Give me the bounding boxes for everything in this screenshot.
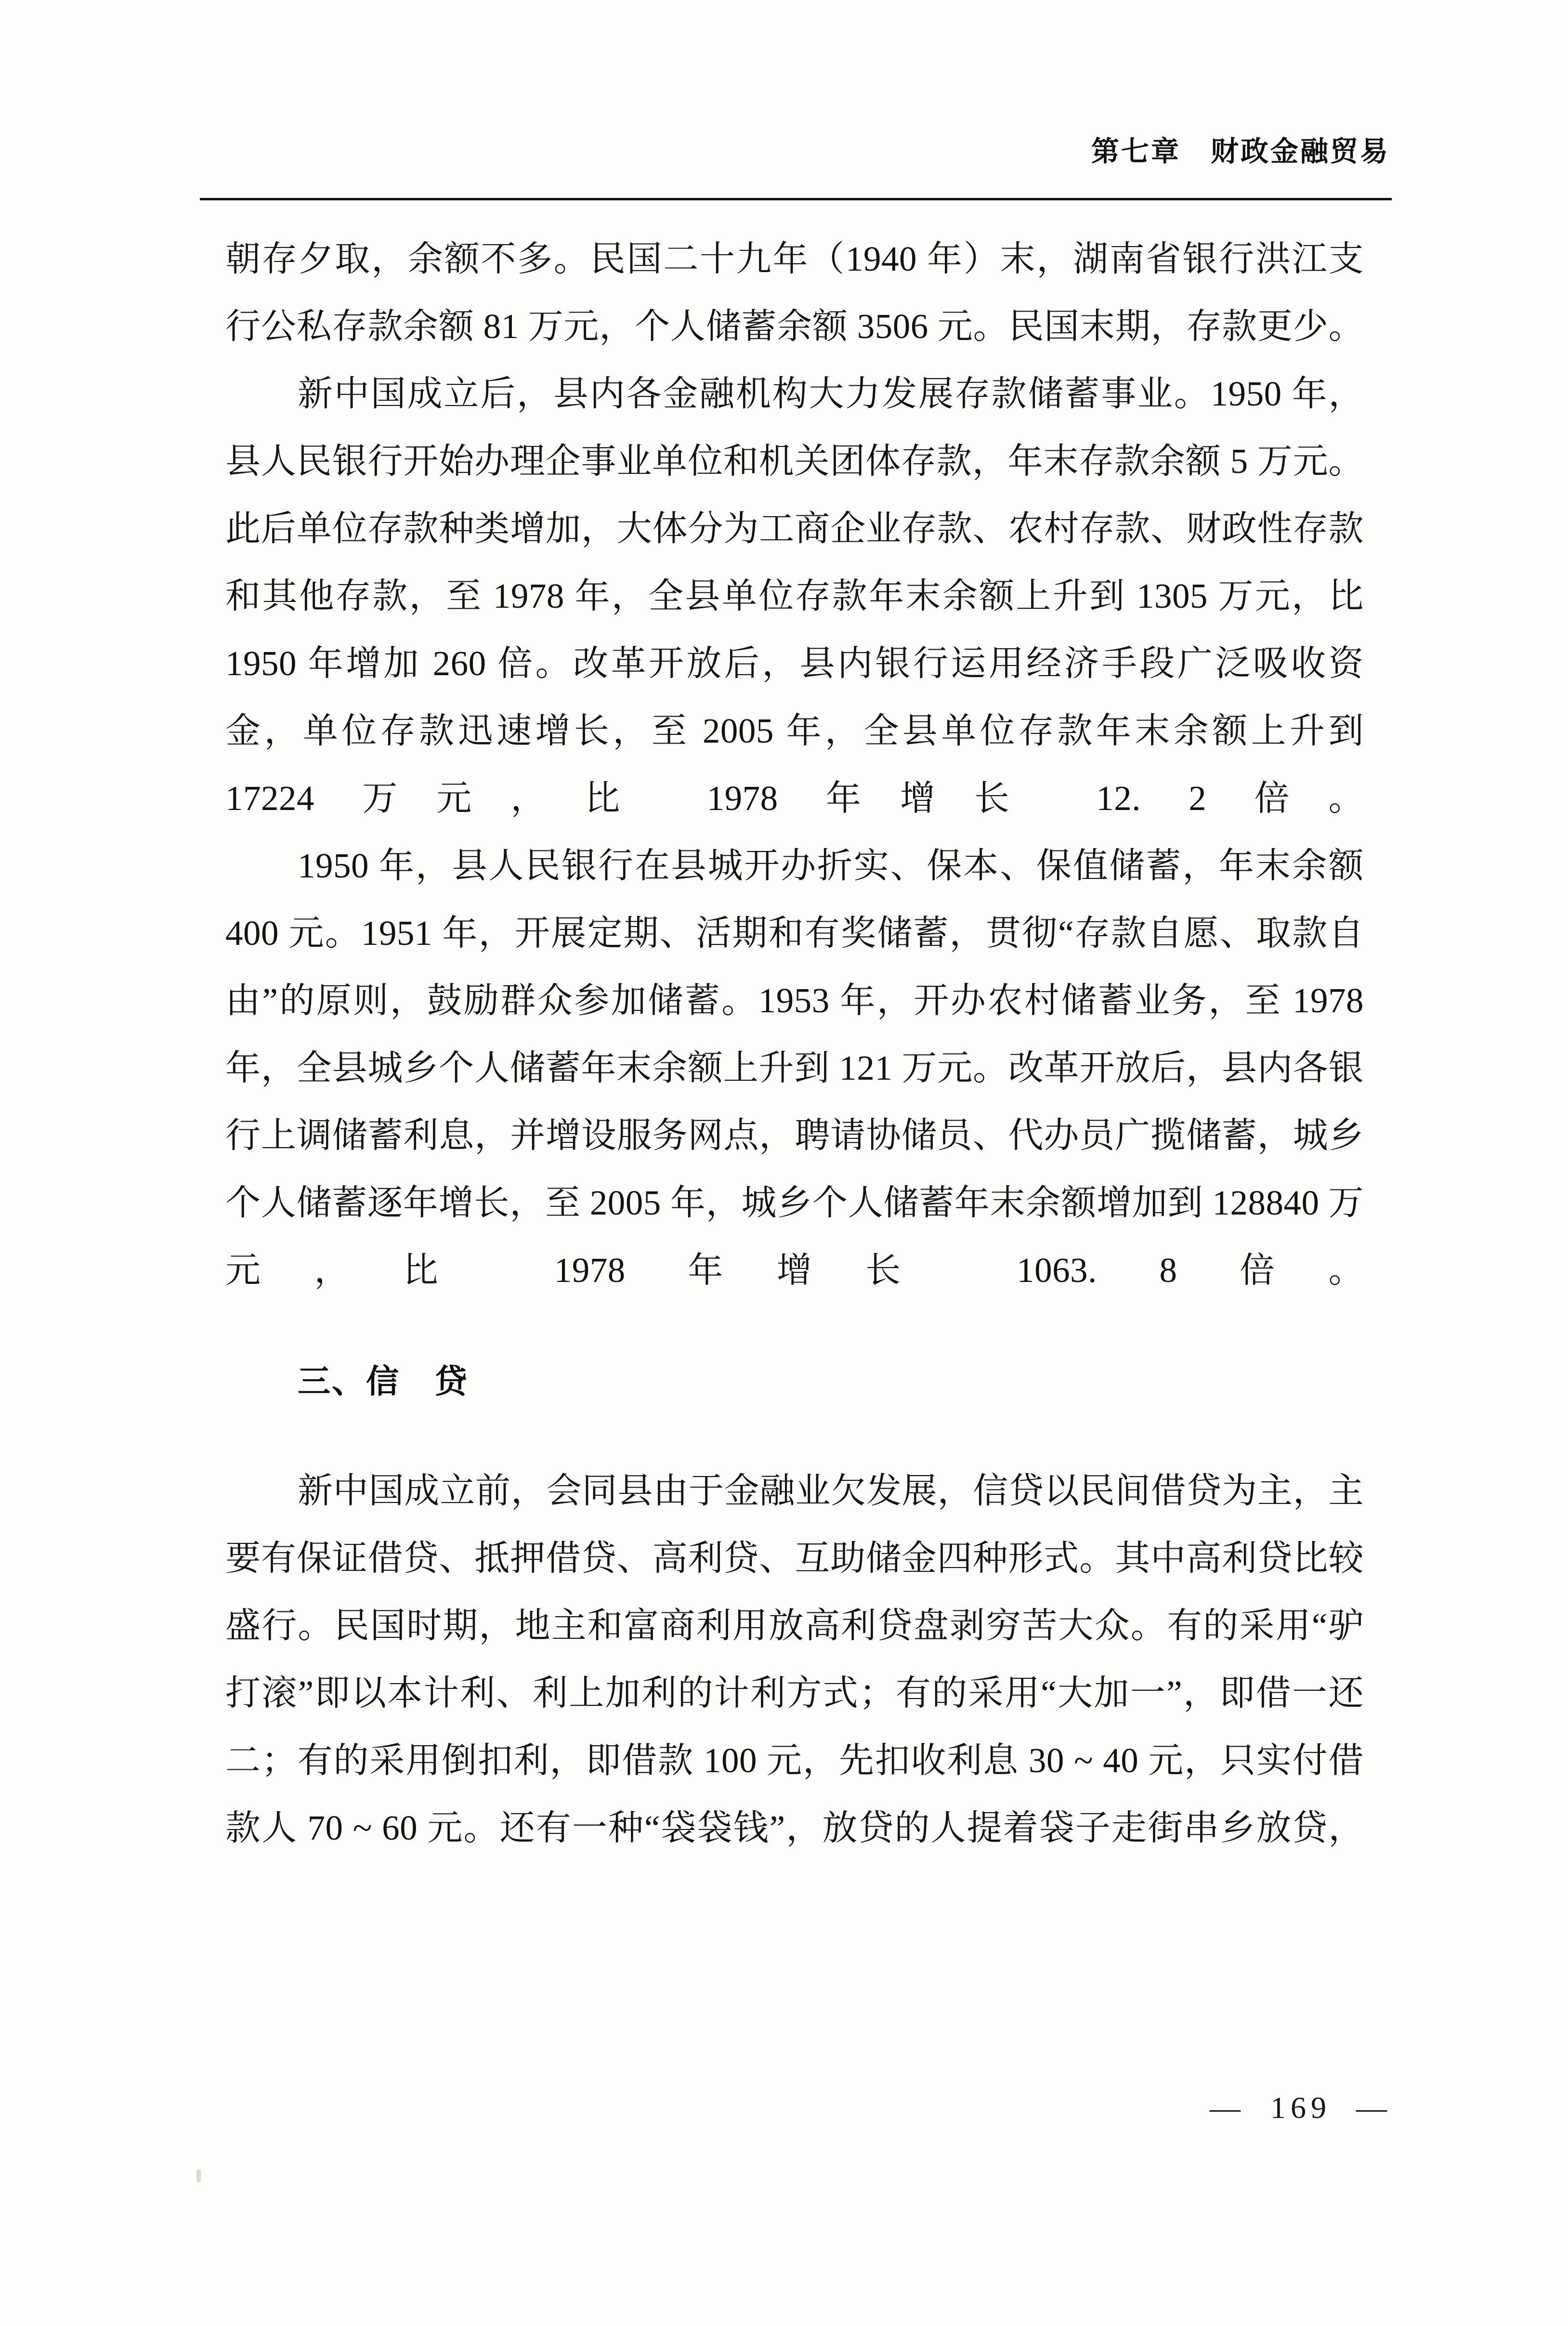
scan-artifact xyxy=(196,2169,201,2182)
page-body xyxy=(225,225,1364,1862)
paragraph: 1950 年，县人民银行在县城开办折实、保本、保值储蓄，年末余额 400 元。1951 年，开展定期、活期和有奖储蓄，贯彻“存款自愿、取款自由”的原则，鼓励群众参加储蓄。1953 年，开办农村储蓄业务，至 1978 年，全县城乡个人储蓄年末余额上升到 121 万元。改革开放后，县内各银行上调储蓄利息，并增设服务网点，聘请协储员、代办员广揽储蓄，城乡个人储蓄逐年增长，至 2005 年，城乡个人储蓄年末余额增加到 128840 万元，比 1978 年增长 1063. 8 倍。 xyxy=(225,846,1364,1290)
paragraph: 朝存夕取，余额不多。民国二十九年（1940 年）末，湖南省银行洪江支行公私存款余额 81 万元，个人储蓄余额 3506 元。民国末期，存款更少。 xyxy=(225,239,1364,346)
spacer xyxy=(225,1416,1364,1457)
chapter-title: 第七章 财政金融贸易 xyxy=(1091,135,1390,168)
paragraph: 新中国成立前，会同县由于金融业欠发展，信贷以民间借贷为主，主要有保证借贷、抵押借贷、高利贷、互助储金四种形式。其中高利贷比较盛行。民国时期，地主和富商利用放高利贷盘剥穷苦大众。有的采用“驴打滚”即以本计利、利上加利的计利方式；有的采用“大加一”，即借一还二；有的采用倒扣利，即借款 100 元，先扣收利息 30 ~ 40 元，只实付借款人 70 ~ 60 元。还有一种“袋袋钱”，放贷的人提着袋子走街串乡放贷， xyxy=(225,1471,1364,1847)
paragraph: 新中国成立后，县内各金融机构大力发展存款储蓄事业。1950 年，县人民银行开始办理企事业单位和机关团体存款，年末存款余额 5 万元。此后单位存款种类增加，大体分为工商企业存款、农村存款、财政性存款和其他存款，至 1978 年，全县单位存款年末余额上升到 1305 万元，比 1950 年增加 260 倍。改革开放后，县内银行运用经济手段广泛吸收资金，单位存款迅速增长，至 2005 年，全县单位存款年末余额上升到 17224 万元，比 1978 年增长 12. 2 倍。 xyxy=(225,374,1364,818)
section-heading: 三、信 贷 xyxy=(298,1363,469,1401)
spacer xyxy=(225,1304,1364,1348)
page-header xyxy=(200,137,1392,209)
header-rule xyxy=(200,198,1392,200)
page-number: — 169 — xyxy=(1210,2091,1392,2125)
